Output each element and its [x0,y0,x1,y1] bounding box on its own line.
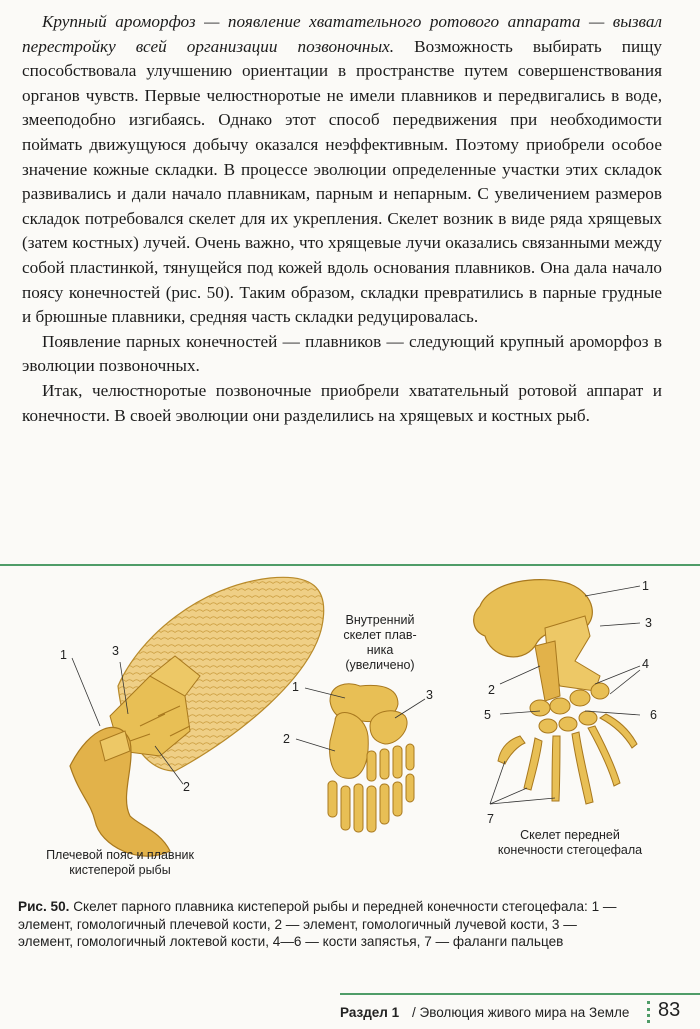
right-label-7: 7 [487,812,494,826]
middle-label-3: 3 [426,688,433,702]
paragraph-1-rest: Возможность выбирать пищу способствовала улучшению ориентации в пространстве путем совершенствования органов чувств. Первые челюстноротые не имели плавников и передвигались в воде, змееподобно изгибаясь. Однако этот способ передвижения при необходимости поймать движущуюся добычу оказался неэффективным. Поэтому приобрели особое значение кожные складки. В процессе эволюции определенные участки этих складок развивались и дали начало плавникам, парным и непарным. С увеличением размеров складок потребовался скелет для их укрепления. Скелет возник в виде ряда хрящевых (затем костных) лучей. Очень важно, что хрящевые лучи оказались связанными между собой пластинкой, тянущейся под кожей вдоль основания плавников. Она дала начало поясу конечностей (рис. 50). Таким образом, складки превратились в парные грудные и брюшные плавники, средняя часть складки редуцировалась. [22,36,662,327]
paragraph-1-italic: Крупный ароморфоз — появление хватательного ротового аппарата — вызвал перестройку всей организации позвоночных. [22,12,662,56]
right-figure-caption: Скелет передней конечности стегоцефала [497,828,643,857]
figure-caption [18,898,618,951]
footer-subject: / Эволюция живого мира на Земле [412,1005,630,1020]
paragraph-2: Появление парных конечностей — плавников — следующий крупный ароморфоз в эволюции позвоночных. [22,331,662,376]
middle-label-1: 1 [292,680,299,694]
right-label-4: 4 [642,657,649,671]
left-label-2: 2 [183,780,190,794]
figure-caption-text: Скелет парного плавника кистеперой рыбы и передней конечности стегоцефала: 1 — элемент, гомологичный плечевой кости, 2 — элемент, гомологичный лучевой кости, 3 — элемент, гомологичный локтевой кости, 4—6 — кости запястья, 7 — фаланги пальцев [18,899,617,949]
page-footer [340,1001,700,1025]
middle-figure-title: Внутренний скелет плав- ника (увеличено) [343,613,417,672]
figure-caption-label: Рис. 50. [18,899,70,914]
footer-section: Раздел 1 [340,1005,400,1020]
paragraph-1 [22,10,662,330]
figure-50 [0,566,700,896]
footer-divider [340,993,700,995]
left-label-3: 3 [112,644,119,658]
right-label-6: 6 [650,708,657,722]
internal-fin-skeleton-drawing [296,684,425,832]
right-label-1: 1 [642,579,649,593]
right-label-3: 3 [645,616,652,630]
body-text [22,10,662,428]
footer-dots [647,1001,653,1023]
right-label-2: 2 [488,683,495,697]
left-figure-caption: Плечевой пояс и плавник кистеперой рыбы [46,848,194,877]
page-number: 83 [658,999,681,1021]
stegocephalian-limb-drawing [474,580,640,804]
middle-label-2: 2 [283,732,290,746]
left-label-1: 1 [60,648,67,662]
fish-fin-drawing [70,577,324,856]
paragraph-3: Итак, челюстноротые позвоночные приобрели хватательный ротовой аппарат и конечности. В своей эволюции они разделились на хрящевых и костных рыб. [22,380,662,425]
right-label-5: 5 [484,708,491,722]
